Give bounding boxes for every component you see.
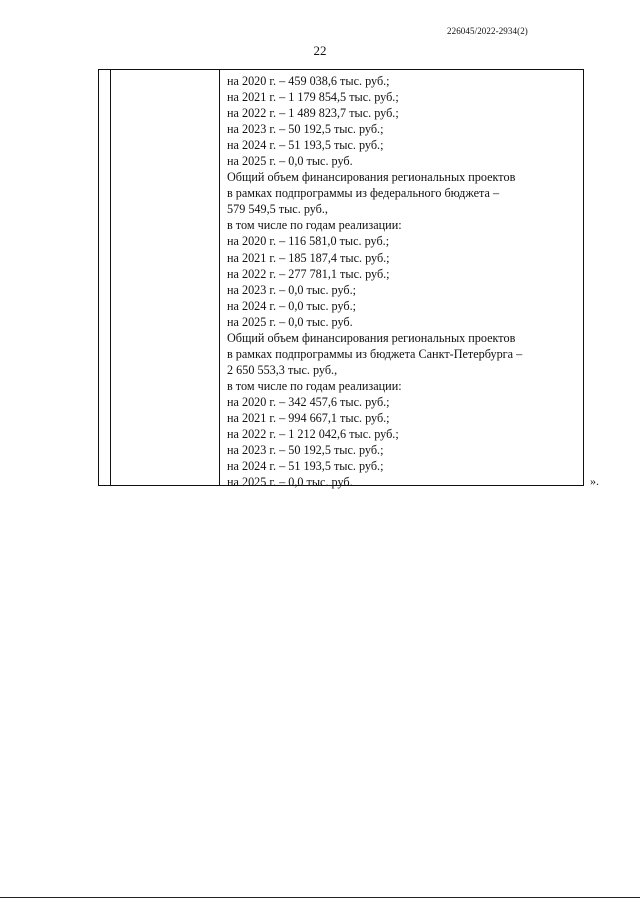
- text-line: на 2023 г. – 50 192,5 тыс. руб.;: [227, 443, 384, 458]
- text-line: на 2022 г. – 1 489 823,7 тыс. руб.;: [227, 106, 399, 121]
- text-line: на 2020 г. – 459 038,6 тыс. руб.;: [227, 74, 390, 88]
- page-number: 22: [313, 43, 327, 58]
- text-line: Общий объем финансирования региональных проектов: [227, 170, 516, 185]
- text-line: на 2024 г. – 51 193,5 тыс. руб.;: [227, 138, 384, 153]
- column-divider-2: [219, 70, 220, 485]
- financing-cell-text: [227, 73, 577, 490]
- document-id: 226045/2022-2934(2): [447, 26, 528, 36]
- text-line: на 2021 г. – 185 187,4 тыс. руб.;: [227, 250, 390, 265]
- text-line: на 2023 г. – 0,0 тыс. руб.;: [227, 282, 357, 297]
- text-line: в том числе по годам реализации:: [227, 218, 402, 233]
- text-line: Общий объем финансирования региональных проектов: [227, 330, 516, 345]
- text-line: на 2022 г. – 277 781,1 тыс. руб.;: [227, 266, 390, 281]
- text-line: на 2025 г. – 0,0 тыс. руб.: [227, 154, 353, 169]
- text-line: на 2024 г. – 51 193,5 тыс. руб.;: [227, 459, 384, 474]
- text-line: в рамках подпрограммы из бюджета Санкт-Петербурга –: [227, 346, 523, 361]
- column-divider-1: [110, 70, 111, 485]
- text-line: на 2021 г. – 994 667,1 тыс. руб.;: [227, 410, 390, 425]
- text-line: на 2022 г. – 1 212 042,6 тыс. руб.;: [227, 427, 399, 442]
- financing-table: [98, 69, 584, 490]
- text-line: в том числе по годам реализации:: [227, 378, 402, 393]
- text-line: на 2024 г. – 0,0 тыс. руб.;: [227, 298, 357, 313]
- text-line: на 2025 г. – 0,0 тыс. руб.: [227, 475, 353, 490]
- text-line: 579 549,5 тыс. руб.,: [227, 202, 328, 217]
- text-line: на 2023 г. – 50 192,5 тыс. руб.;: [227, 122, 384, 137]
- page-bottom-rule: [0, 897, 640, 898]
- closing-quote-mark: ».: [590, 474, 599, 488]
- text-line: 2 650 553,3 тыс. руб.,: [227, 362, 338, 377]
- text-line: на 2020 г. – 342 457,6 тыс. руб.;: [227, 394, 390, 409]
- text-line: в рамках подпрограммы из федерального бюджета –: [227, 186, 500, 201]
- text-line: на 2021 г. – 1 179 854,5 тыс. руб.;: [227, 90, 399, 105]
- text-line: на 2020 г. – 116 581,0 тыс. руб.;: [227, 234, 390, 249]
- text-line: на 2025 г. – 0,0 тыс. руб.: [227, 314, 353, 329]
